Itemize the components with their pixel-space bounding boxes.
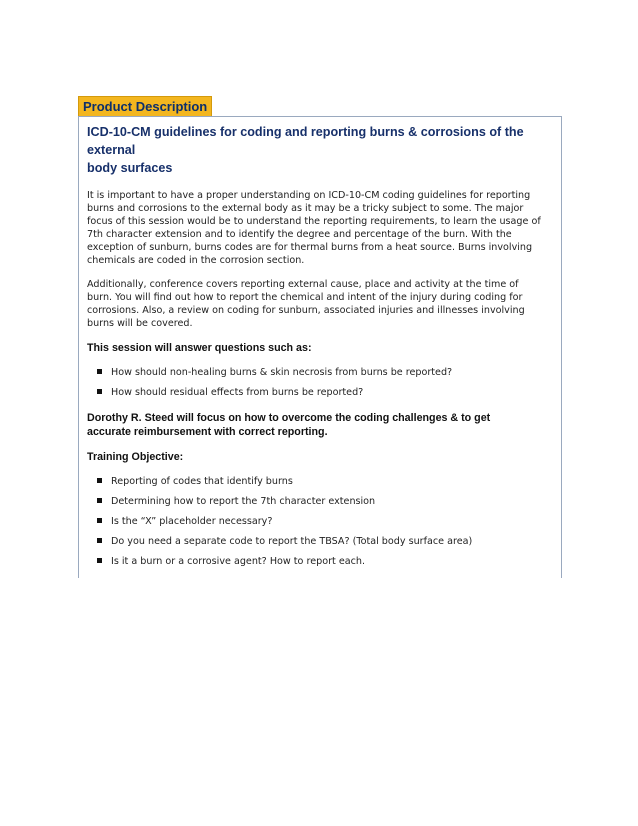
list-item [97, 535, 561, 548]
questions-heading [87, 341, 561, 355]
objective-heading-text: Training Objective: [87, 451, 184, 463]
bullet-icon [97, 518, 102, 523]
additional-paragraph [87, 278, 561, 330]
list-item-text: How should residual effects from burns be reported? [111, 387, 364, 398]
list-item-text: Is the “X” placeholder necessary? [111, 516, 273, 527]
product-description-tab: Product Description [78, 96, 212, 117]
intro-line: exception of sunburn, burns codes are for thermal burns from a heat source. Burns involving [87, 242, 533, 253]
additional-line: corrosions. Also, a review on coding for sunburn, associated injuries and illnesses involving [87, 305, 525, 316]
list-item-text: Determining how to report the 7th character extension [111, 496, 376, 507]
list-item [97, 495, 561, 508]
list-item-text: Reporting of codes that identify burns [111, 476, 293, 487]
title-line-1: ICD-10-CM guidelines for coding and reporting burns & corrosions of the external [87, 125, 524, 157]
list-item [97, 386, 561, 399]
list-item-text: Is it a burn or a corrosive agent? How to report each. [111, 556, 366, 567]
bullet-icon [97, 498, 102, 503]
speaker-heading-line-2: accurate reimbursement with correct reporting. [87, 426, 328, 438]
additional-line: Additionally, conference covers reporting external cause, place and activity at the time of [87, 279, 519, 290]
additional-line: burns will be covered. [87, 318, 193, 329]
objectives-list [87, 475, 561, 568]
questions-heading-text: This session will answer questions such as: [87, 342, 312, 354]
intro-line: chemicals are coded in the corrosion section. [87, 255, 305, 266]
intro-line: burns and corrosions to the external body as it may be a tricky subject to some. The major [87, 203, 524, 214]
speaker-heading-line-1: Dorothy R. Steed will focus on how to overcome the coding challenges & to get [87, 412, 491, 424]
questions-list [87, 366, 561, 399]
list-item [97, 475, 561, 488]
bullet-icon [97, 558, 102, 563]
bullet-icon [97, 478, 102, 483]
page-title [87, 123, 561, 177]
bullet-icon [97, 369, 102, 374]
description-panel [78, 116, 562, 578]
additional-line: burn. You will find out how to report the chemical and intent of the injury during coding for [87, 292, 523, 303]
intro-paragraph [87, 189, 561, 267]
bullet-icon [97, 389, 102, 394]
list-item [97, 555, 561, 568]
list-item-text: Do you need a separate code to report the TBSA? (Total body surface area) [111, 536, 473, 547]
intro-line: 7th character extension and to identify the degree and percentage of the burn. With the [87, 229, 512, 240]
speaker-heading [87, 411, 561, 439]
objective-heading [87, 450, 561, 464]
list-item [97, 515, 561, 528]
intro-line: focus of this session would be to understand the reporting requirements, to learn the usage of [87, 216, 541, 227]
list-item-text: How should non-healing burns & skin necrosis from burns be reported? [111, 367, 453, 378]
bullet-icon [97, 538, 102, 543]
intro-line: It is important to have a proper understanding on ICD-10-CM coding guidelines for reporting [87, 190, 531, 201]
list-item [97, 366, 561, 379]
title-line-2: body surfaces [87, 161, 173, 175]
